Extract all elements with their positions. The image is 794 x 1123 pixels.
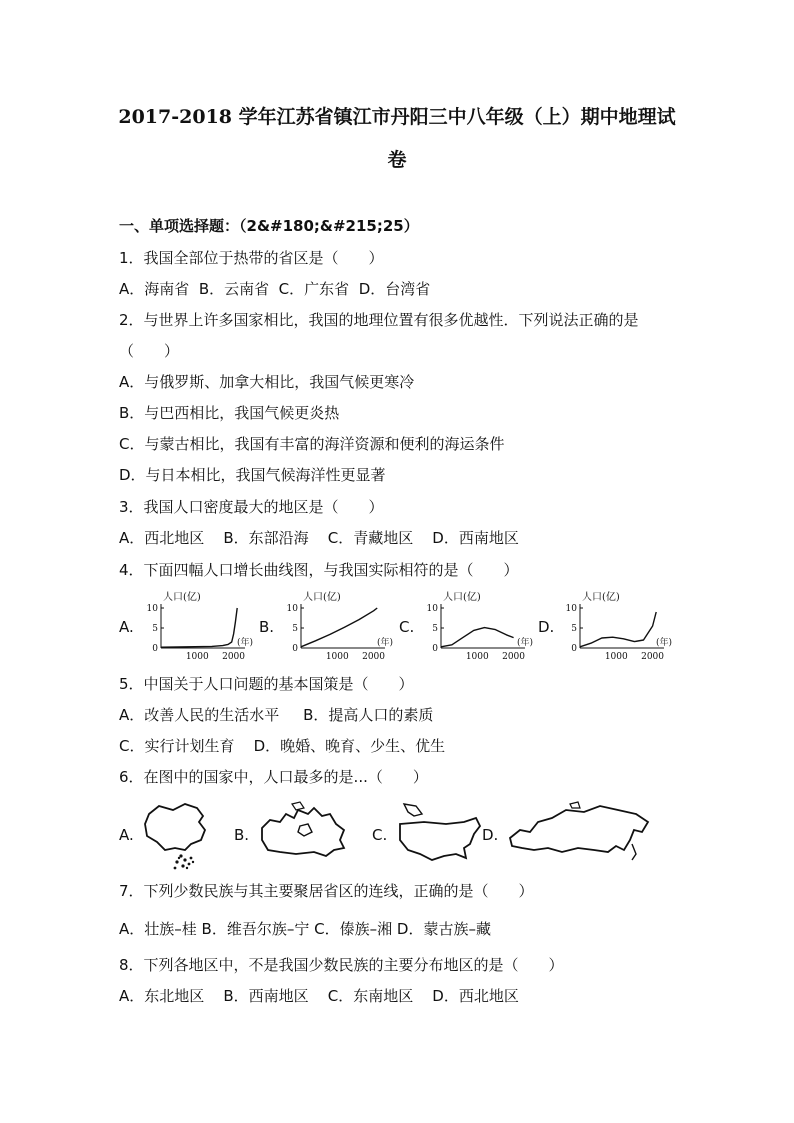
y-tick-label: 5 xyxy=(152,624,158,634)
population-curve xyxy=(161,608,237,647)
y-tick-label: 10 xyxy=(565,604,577,614)
option[interactable]: B．提高人口的素质 xyxy=(303,706,434,724)
option[interactable]: D．西南地区 xyxy=(432,529,519,547)
question-3-stem: 3．我国人口密度最大的地区是（ ） xyxy=(119,498,384,516)
y-tick-label: 5 xyxy=(292,624,298,634)
russia-map-icon xyxy=(504,800,654,872)
y-tick-label: 0 xyxy=(152,644,158,654)
question-2-stem-cont: （ ） xyxy=(119,342,180,360)
option[interactable]: B．东部沿海 xyxy=(223,529,309,547)
chart-d-svg xyxy=(558,590,673,664)
question-8-stem: 8．下列各地区中，不是我国少数民族的主要分布地区的是（ ） xyxy=(119,956,564,974)
chart-letter: A. xyxy=(119,618,134,636)
option[interactable]: C．与蒙古相比，我国有丰富的海洋资源和便利的海运条件 xyxy=(119,435,505,453)
usa-map-icon xyxy=(394,800,490,872)
country-maps xyxy=(119,800,679,875)
option[interactable]: C．青藏地区 xyxy=(327,529,414,547)
y-axis-label: 人口(亿) xyxy=(163,592,201,603)
question-6-stem: 6．在图中的国家中，人口最多的是...（ ） xyxy=(119,768,428,786)
x-tick-label: 2000 xyxy=(222,652,246,662)
x-tick-label: 1000 xyxy=(465,652,489,662)
map-letter: C. xyxy=(372,826,388,844)
option[interactable]: B．维吾尔族–宁 xyxy=(201,920,310,938)
y-tick-label: 10 xyxy=(426,604,438,614)
y-axis-label: 人口(亿) xyxy=(443,592,481,603)
y-axis-label: 人口(亿) xyxy=(303,592,341,603)
chart-letter: D. xyxy=(538,618,555,636)
question-4-stem: 4．下面四幅人口增长曲线图，与我国实际相符的是（ ） xyxy=(119,561,519,579)
population-charts xyxy=(119,590,679,664)
option[interactable]: A．与俄罗斯、加拿大相比，我国气候更寒冷 xyxy=(119,373,415,391)
option[interactable]: A．东北地区 xyxy=(119,987,205,1005)
option[interactable]: C．傣族–湘 xyxy=(314,920,393,938)
x-axis-label: (年) xyxy=(656,638,673,648)
china-map-icon xyxy=(141,800,221,872)
option[interactable]: B．西南地区 xyxy=(223,987,309,1005)
question-5-options-1 xyxy=(119,705,433,725)
question-1-stem: 1．我国全部位于热带的省区是（ ） xyxy=(119,249,384,267)
x-axis-label: (年) xyxy=(377,638,394,648)
option[interactable]: A．海南省 xyxy=(119,280,190,298)
option[interactable]: D．与日本相比，我国气候海洋性更显著 xyxy=(119,466,386,484)
option[interactable]: A．壮族–桂 xyxy=(119,920,197,938)
x-tick-label: 1000 xyxy=(604,652,628,662)
option[interactable]: D．晚婚、晚育、少生、优生 xyxy=(253,737,446,755)
option[interactable]: B．云南省 xyxy=(198,280,270,298)
x-tick-label: 1000 xyxy=(325,652,349,662)
page-title-cont: 卷 xyxy=(387,149,407,171)
y-tick-label: 5 xyxy=(571,624,577,634)
option[interactable]: B．与巴西相比，我国气候更炎热 xyxy=(119,404,340,422)
y-tick-label: 0 xyxy=(571,644,577,654)
question-8-options xyxy=(119,986,519,1006)
y-tick-label: 0 xyxy=(292,644,298,654)
question-5-options-2 xyxy=(119,736,445,756)
y-tick-label: 5 xyxy=(432,624,438,634)
x-tick-label: 2000 xyxy=(362,652,386,662)
option[interactable]: D．西北地区 xyxy=(432,987,519,1005)
option[interactable]: A．改善人民的生活水平 xyxy=(119,706,280,724)
chart-letter: C. xyxy=(399,618,415,636)
map-letter: B. xyxy=(234,826,250,844)
y-tick-label: 0 xyxy=(432,644,438,654)
y-tick-label: 10 xyxy=(286,604,298,614)
option[interactable]: C．实行计划生育 xyxy=(119,737,235,755)
question-7-options xyxy=(119,919,491,939)
question-5-stem: 5．中国关于人口问题的基本国策是（ ） xyxy=(119,675,414,693)
population-curve xyxy=(580,612,656,647)
map-letter: D. xyxy=(482,826,499,844)
chart-c-svg xyxy=(419,590,534,664)
population-curve xyxy=(441,628,514,647)
x-axis-label: (年) xyxy=(237,638,254,648)
chart-a-svg xyxy=(139,590,254,664)
question-3-options xyxy=(119,528,519,548)
question-7-stem: 7．下列少数民族与其主要聚居省区的连线，正确的是（ ） xyxy=(119,882,534,900)
map-letter: A. xyxy=(119,826,134,844)
chart-letter: B. xyxy=(259,618,275,636)
option[interactable]: A．西北地区 xyxy=(119,529,205,547)
page-title: 2017-2018 学年江苏省镇江市丹阳三中八年级（上）期中地理试 xyxy=(118,106,676,128)
option[interactable]: C．东南地区 xyxy=(327,987,414,1005)
chart-b-svg xyxy=(279,590,394,664)
x-axis-label: (年) xyxy=(517,638,534,648)
population-curve xyxy=(301,608,377,647)
x-tick-label: 1000 xyxy=(185,652,209,662)
question-1-options xyxy=(119,279,430,299)
x-tick-label: 2000 xyxy=(502,652,526,662)
question-2-stem: 2．与世界上许多国家相比，我国的地理位置有很多优越性．下列说法正确的是 xyxy=(119,311,639,329)
option[interactable]: D．蒙古族–藏 xyxy=(396,920,491,938)
option[interactable]: C．广东省 xyxy=(278,280,350,298)
canada-map-icon xyxy=(256,800,352,872)
y-axis-label: 人口(亿) xyxy=(582,592,620,603)
y-tick-label: 10 xyxy=(146,604,158,614)
x-tick-label: 2000 xyxy=(641,652,665,662)
section-header: 一、单项选择题：（2&#180;&#215;25） xyxy=(119,217,419,235)
option[interactable]: D．台湾省 xyxy=(358,280,431,298)
